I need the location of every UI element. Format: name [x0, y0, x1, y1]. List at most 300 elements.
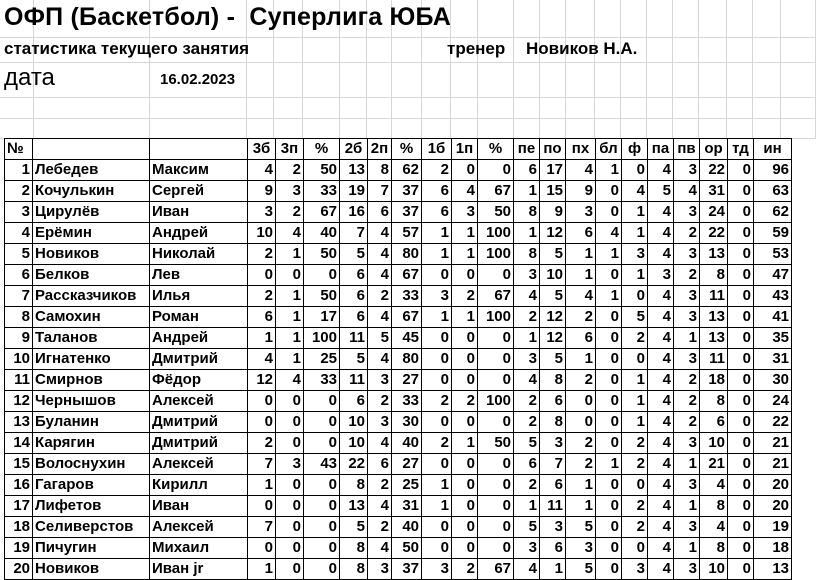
stat-cell[interactable]: 1	[514, 181, 540, 202]
stat-cell[interactable]: 9	[540, 202, 566, 223]
stat-cell[interactable]: 1	[674, 328, 700, 349]
stat-cell[interactable]: 6	[422, 202, 452, 223]
stat-cell[interactable]: 2	[422, 391, 452, 412]
stat-cell[interactable]: 50	[478, 433, 514, 454]
stat-cell[interactable]: 22	[340, 454, 368, 475]
stat-cell[interactable]: 0	[728, 328, 754, 349]
stat-cell[interactable]: 0	[478, 454, 514, 475]
stat-cell[interactable]: 8	[340, 475, 368, 496]
stat-cell[interactable]: 1	[566, 349, 596, 370]
stat-cell[interactable]: 0	[276, 496, 304, 517]
stat-cell[interactable]: 25	[392, 475, 422, 496]
stat-cell[interactable]: 4	[622, 181, 648, 202]
stat-cell[interactable]: 4	[648, 391, 674, 412]
column-header[interactable]: %	[478, 139, 514, 160]
stat-cell[interactable]: 0	[276, 265, 304, 286]
stat-cell[interactable]: 4	[276, 370, 304, 391]
stat-cell[interactable]: 4	[566, 286, 596, 307]
stat-cell[interactable]: 20	[754, 496, 792, 517]
stat-cell[interactable]: 1	[248, 328, 276, 349]
stat-cell[interactable]: 33	[392, 391, 422, 412]
stat-cell[interactable]: 10	[700, 433, 728, 454]
stat-cell[interactable]: 3	[514, 538, 540, 559]
stat-cell[interactable]: 27	[392, 454, 422, 475]
column-header[interactable]: по	[540, 139, 566, 160]
first-name-cell[interactable]: Николай	[150, 244, 248, 265]
stat-cell[interactable]: 0	[728, 286, 754, 307]
stat-cell[interactable]: 1	[596, 160, 622, 181]
row-number-cell[interactable]: 2	[5, 181, 33, 202]
stat-cell[interactable]: 5	[368, 328, 392, 349]
stat-cell[interactable]: 3	[622, 244, 648, 265]
column-header[interactable]: 1б	[422, 139, 452, 160]
stat-cell[interactable]: 0	[304, 538, 340, 559]
stat-cell[interactable]: 0	[728, 538, 754, 559]
stat-cell[interactable]: 0	[728, 223, 754, 244]
stat-cell[interactable]: 2	[248, 433, 276, 454]
stat-cell[interactable]: 1	[422, 244, 452, 265]
stat-cell[interactable]: 1	[566, 244, 596, 265]
stat-cell[interactable]: 1	[422, 223, 452, 244]
stat-cell[interactable]: 50	[304, 244, 340, 265]
stat-cell[interactable]: 100	[478, 391, 514, 412]
stat-cell[interactable]: 3	[368, 559, 392, 580]
stat-cell[interactable]: 4	[248, 349, 276, 370]
stat-cell[interactable]: 2	[514, 307, 540, 328]
stat-cell[interactable]: 3	[566, 538, 596, 559]
stat-cell[interactable]: 11	[540, 496, 566, 517]
stat-cell[interactable]: 24	[700, 202, 728, 223]
stat-cell[interactable]: 0	[596, 496, 622, 517]
stat-cell[interactable]: 0	[304, 265, 340, 286]
stat-cell[interactable]: 3	[422, 559, 452, 580]
stat-cell[interactable]: 53	[754, 244, 792, 265]
stat-cell[interactable]: 2	[422, 433, 452, 454]
stat-cell[interactable]: 0	[596, 349, 622, 370]
stat-cell[interactable]: 2	[276, 160, 304, 181]
stat-cell[interactable]: 2	[368, 391, 392, 412]
stat-cell[interactable]: 57	[392, 223, 422, 244]
stat-cell[interactable]: 0	[478, 475, 514, 496]
stat-cell[interactable]: 1	[276, 349, 304, 370]
stat-cell[interactable]: 15	[540, 181, 566, 202]
stat-cell[interactable]: 3	[452, 202, 478, 223]
stat-cell[interactable]: 0	[728, 475, 754, 496]
column-header[interactable]	[150, 139, 248, 160]
stat-cell[interactable]: 0	[248, 265, 276, 286]
first-name-cell[interactable]: Фёдор	[150, 370, 248, 391]
column-header[interactable]: 3п	[276, 139, 304, 160]
stat-cell[interactable]: 6	[514, 160, 540, 181]
stat-cell[interactable]: 16	[340, 202, 368, 223]
row-number-cell[interactable]: 12	[5, 391, 33, 412]
stat-cell[interactable]: 2	[622, 433, 648, 454]
stat-cell[interactable]: 13	[340, 160, 368, 181]
row-number-cell[interactable]: 7	[5, 286, 33, 307]
stat-cell[interactable]: 2	[514, 475, 540, 496]
stat-cell[interactable]: 3	[674, 307, 700, 328]
stat-cell[interactable]: 80	[392, 244, 422, 265]
row-number-cell[interactable]: 6	[5, 265, 33, 286]
stat-cell[interactable]: 4	[648, 559, 674, 580]
stat-cell[interactable]: 2	[622, 454, 648, 475]
stat-cell[interactable]: 0	[276, 412, 304, 433]
surname-cell[interactable]: Игнатенко	[33, 349, 150, 370]
stat-cell[interactable]: 1	[514, 328, 540, 349]
stat-cell[interactable]: 1	[422, 496, 452, 517]
surname-cell[interactable]: Лебедев	[33, 160, 150, 181]
first-name-cell[interactable]: Алексей	[150, 517, 248, 538]
stat-cell[interactable]: 5	[540, 244, 566, 265]
stat-cell[interactable]: 0	[566, 412, 596, 433]
stat-cell[interactable]: 8	[340, 559, 368, 580]
stat-cell[interactable]: 4	[452, 181, 478, 202]
stat-cell[interactable]: 6	[422, 181, 452, 202]
stat-cell[interactable]: 13	[700, 244, 728, 265]
column-header[interactable]: 2б	[340, 139, 368, 160]
stat-cell[interactable]: 50	[392, 538, 422, 559]
stat-cell[interactable]: 2	[248, 286, 276, 307]
stat-cell[interactable]: 6	[540, 475, 566, 496]
stat-cell[interactable]: 67	[478, 181, 514, 202]
stat-cell[interactable]: 100	[478, 244, 514, 265]
stat-cell[interactable]: 12	[540, 223, 566, 244]
stat-cell[interactable]: 1	[248, 559, 276, 580]
stat-cell[interactable]: 0	[596, 475, 622, 496]
stat-cell[interactable]: 3	[248, 202, 276, 223]
stat-cell[interactable]: 0	[452, 475, 478, 496]
stat-cell[interactable]: 13	[754, 559, 792, 580]
stat-cell[interactable]: 0	[622, 160, 648, 181]
stat-cell[interactable]: 0	[728, 307, 754, 328]
stat-cell[interactable]: 5	[340, 244, 368, 265]
stat-cell[interactable]: 8	[700, 391, 728, 412]
stat-cell[interactable]: 4	[700, 517, 728, 538]
stat-cell[interactable]: 4	[648, 160, 674, 181]
stat-cell[interactable]: 4	[368, 265, 392, 286]
stat-cell[interactable]: 3	[674, 286, 700, 307]
stat-cell[interactable]: 1	[674, 496, 700, 517]
stat-cell[interactable]: 0	[478, 517, 514, 538]
stat-cell[interactable]: 3	[648, 265, 674, 286]
surname-cell[interactable]: Смирнов	[33, 370, 150, 391]
stat-cell[interactable]: 45	[392, 328, 422, 349]
stat-cell[interactable]: 4	[648, 475, 674, 496]
stat-cell[interactable]: 11	[700, 349, 728, 370]
stat-cell[interactable]: 13	[700, 307, 728, 328]
row-number-cell[interactable]: 13	[5, 412, 33, 433]
stat-cell[interactable]: 0	[248, 391, 276, 412]
stat-cell[interactable]: 8	[700, 496, 728, 517]
stat-cell[interactable]: 0	[452, 328, 478, 349]
stat-cell[interactable]: 40	[392, 433, 422, 454]
stat-cell[interactable]: 67	[304, 202, 340, 223]
surname-cell[interactable]: Чернышов	[33, 391, 150, 412]
stat-cell[interactable]: 11	[340, 370, 368, 391]
stat-cell[interactable]: 0	[596, 559, 622, 580]
stat-cell[interactable]: 2	[452, 286, 478, 307]
stat-cell[interactable]: 4	[648, 202, 674, 223]
stat-cell[interactable]: 4	[648, 517, 674, 538]
stat-cell[interactable]: 8	[700, 265, 728, 286]
stat-cell[interactable]: 0	[304, 433, 340, 454]
stat-cell[interactable]: 8	[340, 538, 368, 559]
stat-cell[interactable]: 0	[728, 433, 754, 454]
stat-cell[interactable]: 33	[304, 181, 340, 202]
stat-cell[interactable]: 4	[674, 181, 700, 202]
stat-cell[interactable]: 0	[422, 538, 452, 559]
column-header[interactable]: 2п	[368, 139, 392, 160]
stat-cell[interactable]: 37	[392, 202, 422, 223]
stat-cell[interactable]: 2	[452, 391, 478, 412]
first-name-cell[interactable]: Кирилл	[150, 475, 248, 496]
stat-cell[interactable]: 0	[728, 181, 754, 202]
stat-cell[interactable]: 0	[728, 202, 754, 223]
stat-cell[interactable]: 3	[674, 244, 700, 265]
stat-cell[interactable]: 3	[566, 202, 596, 223]
stat-cell[interactable]: 1	[422, 475, 452, 496]
stat-cell[interactable]: 3	[674, 433, 700, 454]
stat-cell[interactable]: 4	[566, 160, 596, 181]
stat-cell[interactable]: 2	[674, 412, 700, 433]
stat-cell[interactable]: 6	[340, 286, 368, 307]
stat-cell[interactable]: 18	[700, 370, 728, 391]
stat-cell[interactable]: 21	[754, 454, 792, 475]
surname-cell[interactable]: Кочулькин	[33, 181, 150, 202]
stat-cell[interactable]: 0	[728, 559, 754, 580]
column-header[interactable]: ор	[700, 139, 728, 160]
stat-cell[interactable]: 5	[622, 307, 648, 328]
stat-cell[interactable]: 0	[596, 328, 622, 349]
stat-cell[interactable]: 3	[514, 265, 540, 286]
row-number-cell[interactable]: 16	[5, 475, 33, 496]
stat-cell[interactable]: 0	[452, 538, 478, 559]
stat-cell[interactable]: 8	[540, 370, 566, 391]
row-number-cell[interactable]: 11	[5, 370, 33, 391]
stat-cell[interactable]: 4	[514, 286, 540, 307]
stat-cell[interactable]: 0	[452, 160, 478, 181]
stat-cell[interactable]: 80	[392, 349, 422, 370]
stat-cell[interactable]: 0	[622, 475, 648, 496]
column-header[interactable]: №	[5, 139, 33, 160]
stat-cell[interactable]: 0	[452, 370, 478, 391]
stat-cell[interactable]: 1	[622, 223, 648, 244]
stat-cell[interactable]: 0	[422, 349, 452, 370]
stat-cell[interactable]: 0	[622, 286, 648, 307]
first-name-cell[interactable]: Дмитрий	[150, 433, 248, 454]
stat-cell[interactable]: 2	[566, 433, 596, 454]
first-name-cell[interactable]: Михаил	[150, 538, 248, 559]
stat-cell[interactable]: 4	[648, 538, 674, 559]
stat-cell[interactable]: 2	[422, 160, 452, 181]
first-name-cell[interactable]: Дмитрий	[150, 349, 248, 370]
first-name-cell[interactable]: Роман	[150, 307, 248, 328]
stat-cell[interactable]: 0	[728, 244, 754, 265]
stat-cell[interactable]: 0	[728, 160, 754, 181]
stat-cell[interactable]: 7	[540, 454, 566, 475]
stat-cell[interactable]: 4	[648, 433, 674, 454]
stat-cell[interactable]: 19	[754, 517, 792, 538]
stat-cell[interactable]: 30	[392, 412, 422, 433]
row-number-cell[interactable]: 20	[5, 559, 33, 580]
stat-cell[interactable]: 40	[304, 223, 340, 244]
column-header[interactable]: пв	[674, 139, 700, 160]
surname-cell[interactable]: Рассказчиков	[33, 286, 150, 307]
stat-cell[interactable]: 9	[248, 181, 276, 202]
stat-cell[interactable]: 67	[392, 307, 422, 328]
stat-cell[interactable]: 0	[248, 496, 276, 517]
stat-cell[interactable]: 0	[596, 181, 622, 202]
stat-cell[interactable]: 6	[340, 265, 368, 286]
stat-cell[interactable]: 5	[514, 517, 540, 538]
stat-cell[interactable]: 3	[540, 433, 566, 454]
stat-cell[interactable]: 1	[276, 244, 304, 265]
stat-cell[interactable]: 1	[248, 475, 276, 496]
row-number-cell[interactable]: 17	[5, 496, 33, 517]
stat-cell[interactable]: 24	[754, 391, 792, 412]
stat-cell[interactable]: 1	[566, 265, 596, 286]
stat-cell[interactable]: 4	[648, 370, 674, 391]
stat-cell[interactable]: 62	[754, 202, 792, 223]
stat-cell[interactable]: 100	[304, 328, 340, 349]
stat-cell[interactable]: 2	[674, 370, 700, 391]
stat-cell[interactable]: 2	[622, 517, 648, 538]
stat-cell[interactable]: 22	[700, 223, 728, 244]
stat-cell[interactable]: 6	[368, 454, 392, 475]
stat-cell[interactable]: 1	[452, 307, 478, 328]
stat-cell[interactable]: 6	[700, 412, 728, 433]
stat-cell[interactable]: 1	[596, 454, 622, 475]
stat-cell[interactable]: 33	[304, 370, 340, 391]
stat-cell[interactable]: 0	[304, 475, 340, 496]
stat-cell[interactable]: 3	[514, 349, 540, 370]
stat-cell[interactable]: 4	[368, 538, 392, 559]
stat-cell[interactable]: 11	[340, 328, 368, 349]
first-name-cell[interactable]: Максим	[150, 160, 248, 181]
stat-cell[interactable]: 4	[648, 307, 674, 328]
stat-cell[interactable]: 4	[368, 349, 392, 370]
stat-cell[interactable]: 4	[648, 454, 674, 475]
stat-cell[interactable]: 0	[728, 412, 754, 433]
first-name-cell[interactable]: Андрей	[150, 328, 248, 349]
stat-cell[interactable]: 6	[340, 391, 368, 412]
column-header[interactable]: %	[392, 139, 422, 160]
stat-cell[interactable]: 1	[596, 244, 622, 265]
stat-cell[interactable]: 1	[276, 328, 304, 349]
stat-cell[interactable]: 0	[478, 370, 514, 391]
stat-cell[interactable]: 33	[392, 286, 422, 307]
stat-cell[interactable]: 1	[622, 370, 648, 391]
stat-cell[interactable]: 3	[622, 559, 648, 580]
stat-cell[interactable]: 6	[368, 202, 392, 223]
surname-cell[interactable]: Новиков	[33, 244, 150, 265]
stat-cell[interactable]: 2	[452, 559, 478, 580]
stat-cell[interactable]: 6	[566, 223, 596, 244]
stat-cell[interactable]: 3	[276, 454, 304, 475]
stat-cell[interactable]: 4	[648, 223, 674, 244]
stat-cell[interactable]: 2	[368, 517, 392, 538]
stat-cell[interactable]: 3	[276, 181, 304, 202]
stat-cell[interactable]: 0	[248, 412, 276, 433]
stat-cell[interactable]: 5	[566, 559, 596, 580]
stat-cell[interactable]: 0	[422, 328, 452, 349]
stat-cell[interactable]: 25	[304, 349, 340, 370]
stat-cell[interactable]: 0	[728, 265, 754, 286]
stat-cell[interactable]: 0	[478, 412, 514, 433]
stat-cell[interactable]: 0	[728, 370, 754, 391]
stat-cell[interactable]: 20	[754, 475, 792, 496]
stat-cell[interactable]: 22	[754, 412, 792, 433]
row-number-cell[interactable]: 5	[5, 244, 33, 265]
stat-cell[interactable]: 8	[368, 160, 392, 181]
first-name-cell[interactable]: Иван	[150, 496, 248, 517]
stat-cell[interactable]: 2	[566, 370, 596, 391]
stat-cell[interactable]: 0	[728, 454, 754, 475]
first-name-cell[interactable]: Илья	[150, 286, 248, 307]
stat-cell[interactable]: 0	[596, 517, 622, 538]
stat-cell[interactable]: 3	[674, 517, 700, 538]
surname-cell[interactable]: Цирулёв	[33, 202, 150, 223]
stat-cell[interactable]: 6	[248, 307, 276, 328]
stat-cell[interactable]: 4	[368, 433, 392, 454]
stat-cell[interactable]: 11	[700, 286, 728, 307]
stat-cell[interactable]: 4	[648, 328, 674, 349]
first-name-cell[interactable]: Иван jr	[150, 559, 248, 580]
stat-cell[interactable]: 1	[674, 538, 700, 559]
stat-cell[interactable]: 6	[340, 307, 368, 328]
stat-cell[interactable]: 1	[276, 307, 304, 328]
stat-cell[interactable]: 4	[248, 160, 276, 181]
stat-cell[interactable]: 1	[622, 265, 648, 286]
stat-cell[interactable]: 7	[248, 517, 276, 538]
stat-cell[interactable]: 37	[392, 181, 422, 202]
first-name-cell[interactable]: Андрей	[150, 223, 248, 244]
stat-cell[interactable]: 50	[478, 202, 514, 223]
stat-cell[interactable]: 0	[596, 412, 622, 433]
stat-cell[interactable]: 67	[478, 286, 514, 307]
stat-cell[interactable]: 10	[248, 223, 276, 244]
surname-cell[interactable]: Новиков	[33, 559, 150, 580]
stat-cell[interactable]: 0	[276, 559, 304, 580]
stat-cell[interactable]: 4	[368, 223, 392, 244]
stat-cell[interactable]: 0	[478, 538, 514, 559]
stat-cell[interactable]: 0	[596, 433, 622, 454]
stat-cell[interactable]: 0	[566, 391, 596, 412]
stat-cell[interactable]: 1	[514, 223, 540, 244]
surname-cell[interactable]: Самохин	[33, 307, 150, 328]
stat-cell[interactable]: 0	[422, 517, 452, 538]
stat-cell[interactable]: 0	[276, 475, 304, 496]
stat-cell[interactable]: 12	[540, 328, 566, 349]
stat-cell[interactable]: 1	[276, 286, 304, 307]
surname-cell[interactable]: Белков	[33, 265, 150, 286]
stat-cell[interactable]: 7	[340, 223, 368, 244]
stat-cell[interactable]: 2	[368, 286, 392, 307]
stat-cell[interactable]: 3	[674, 349, 700, 370]
first-name-cell[interactable]: Алексей	[150, 454, 248, 475]
stat-cell[interactable]: 1	[540, 559, 566, 580]
column-header[interactable]	[33, 139, 150, 160]
stat-cell[interactable]: 2	[622, 496, 648, 517]
stat-cell[interactable]: 2	[514, 412, 540, 433]
stat-cell[interactable]: 1	[566, 496, 596, 517]
stat-cell[interactable]: 0	[276, 538, 304, 559]
stat-cell[interactable]: 13	[700, 328, 728, 349]
column-header[interactable]: пе	[514, 139, 540, 160]
stat-cell[interactable]: 2	[674, 265, 700, 286]
column-header[interactable]: 1п	[452, 139, 478, 160]
row-number-cell[interactable]: 19	[5, 538, 33, 559]
